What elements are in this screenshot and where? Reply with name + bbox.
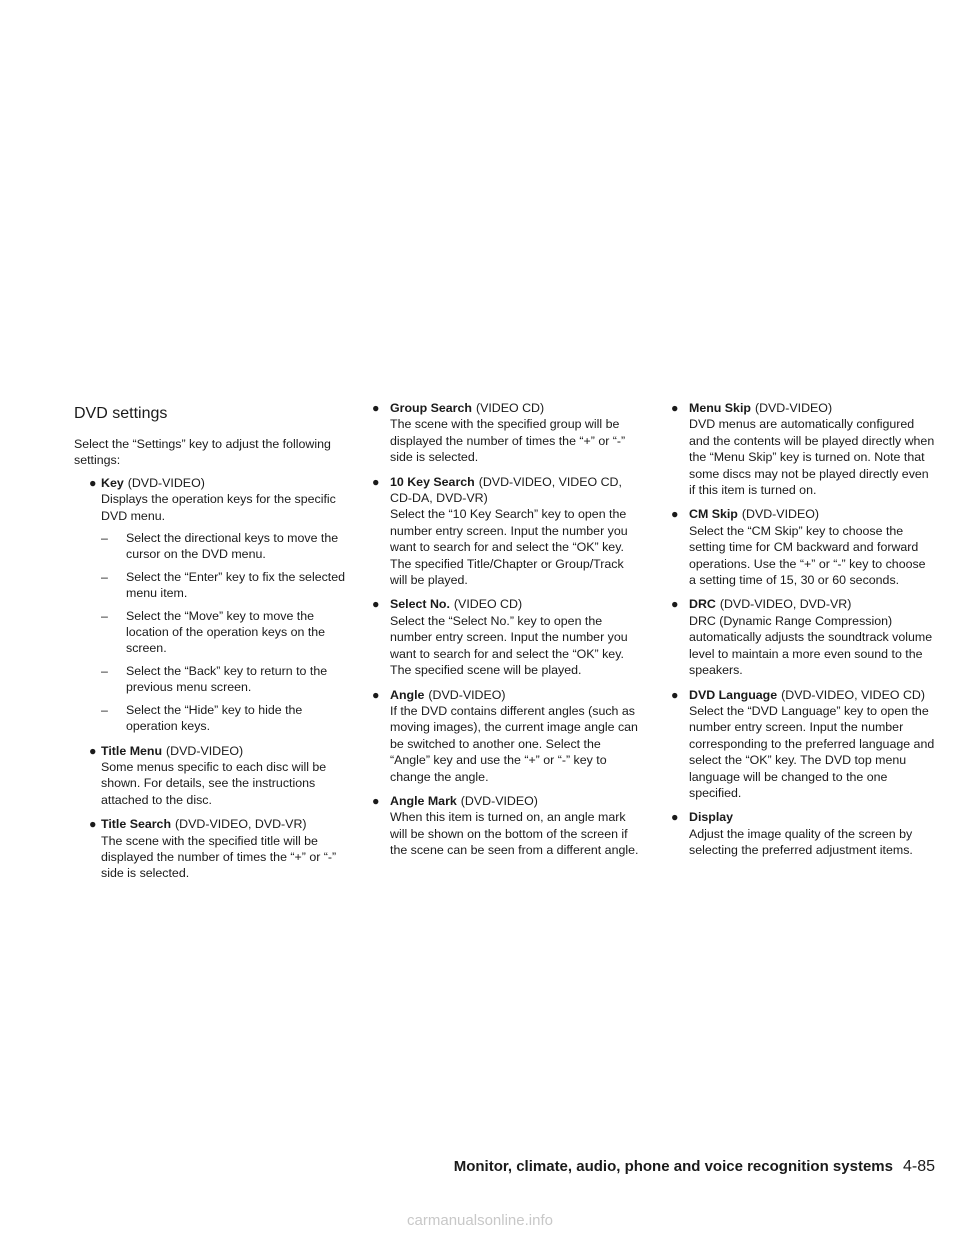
setting-term: Key <box>101 475 124 490</box>
setting-qualifier: (DVD-VIDEO, DVD-VR) <box>175 817 307 832</box>
setting-item-title-search <box>74 816 348 882</box>
setting-qualifier: (DVD-VIDEO) <box>460 793 538 808</box>
setting-term: Title Menu <box>101 743 163 758</box>
setting-description: The scene with the specified group will be displayed the number of times the “+” or “-” side is selected. <box>390 417 626 465</box>
setting-qualifier: (DVD-VIDEO) <box>428 687 506 702</box>
setting-term: 10 Key Search <box>390 474 475 489</box>
sub-item: – Select the “Back” key to return to the previous menu screen. <box>101 663 328 695</box>
setting-description: Select the “DVD Language” key to open the number entry screen. Input the number corresponding to the preferred language and select the “OK” key. The DVD top menu language will be changed to the one specified. <box>689 703 935 800</box>
setting-item-display <box>671 809 935 858</box>
setting-item-dvd-language <box>671 687 935 802</box>
column-3 <box>671 400 935 867</box>
dash-icon: – <box>101 569 108 584</box>
setting-qualifier: (DVD-VIDEO) <box>127 475 205 490</box>
setting-description: DVD menus are automatically configured and the contents will be played directly when the “Menu Skip” key is turned on. Note that some discs may not be played directly even if this item is turned on. <box>689 417 935 498</box>
bullet-icon: ● <box>671 810 679 825</box>
setting-qualifier: (DVD-VIDEO) <box>741 507 819 522</box>
setting-term: Angle Mark <box>390 793 457 808</box>
setting-item-angle <box>372 687 642 785</box>
dash-icon: – <box>101 663 108 678</box>
sub-item: – Select the directional keys to move the cursor on the DVD menu. <box>101 531 339 562</box>
bullet-icon: ● <box>89 475 97 490</box>
setting-term: Angle <box>390 687 425 702</box>
column-2 <box>372 400 642 867</box>
key-sub-list <box>101 530 348 734</box>
setting-item-drc <box>671 596 935 678</box>
setting-term: Menu Skip <box>689 401 751 415</box>
bullet-icon: ● <box>372 597 380 612</box>
section-title: DVD settings <box>74 405 168 422</box>
bullet-icon: ● <box>372 687 380 702</box>
column-1 <box>74 400 348 890</box>
setting-description: When this item is turned on, an angle mark will be shown on the bottom of the screen if the scene can be seen from a different angle. <box>390 810 639 858</box>
dash-icon: – <box>101 531 108 546</box>
setting-description: Select the “CM Skip” key to choose the setting time for CM backward and forward operations. Use the “+” or “-” key to choose a setting time of 15, 30 or 60 seconds. <box>689 523 926 588</box>
bullet-icon: ● <box>372 474 380 489</box>
bullet-icon: ● <box>671 507 679 522</box>
bullet-icon: ● <box>372 793 380 808</box>
chapter-title: Monitor, climate, audio, phone and voice recognition systems <box>453 1158 893 1175</box>
bullet-icon: ● <box>671 401 679 415</box>
dash-icon: – <box>101 608 108 623</box>
setting-description: DRC (Dynamic Range Compression) automatically adjusts the soundtrack volume level to maintain a more even sound to the speakers. <box>689 613 933 678</box>
bullet-icon: ● <box>671 597 679 612</box>
setting-term: DVD Language <box>689 687 778 702</box>
bullet-icon: ● <box>671 687 679 702</box>
setting-item-group-search <box>372 400 642 466</box>
setting-qualifier: (DVD-VIDEO, DVD-VR) <box>719 597 852 612</box>
dash-icon: – <box>101 702 108 717</box>
setting-item-select-no <box>372 596 642 678</box>
setting-description: Select the “Select No.” key to open the number entry screen. Input the number you want to search for and select the “OK” key. The specified scene will be played. <box>390 613 628 678</box>
setting-qualifier: (VIDEO CD) <box>475 401 545 415</box>
setting-term: Select No. <box>390 597 450 612</box>
setting-item-key <box>74 475 348 735</box>
setting-qualifier: (DVD-VIDEO) <box>166 743 244 758</box>
sub-item: – Select the “Move” key to move the location of the operation keys on the screen. <box>101 608 326 656</box>
setting-item-10-key-search <box>372 474 642 589</box>
bullet-icon: ● <box>372 401 380 415</box>
setting-item-cm-skip <box>671 506 935 588</box>
setting-term: Group Search <box>390 401 472 415</box>
page-footer <box>454 1158 935 1176</box>
setting-qualifier: (VIDEO CD) <box>453 597 523 612</box>
page-number: 4-85 <box>902 1158 935 1175</box>
setting-description: If the DVD contains different angles (such as moving images), the current image angle can be switched to another one. Select the “Angle” key and use the “+” or “-” key to change the angle. <box>390 703 638 784</box>
setting-description: Displays the operation keys for the specific DVD menu. <box>101 492 336 523</box>
setting-description: Select the “10 Key Search” key to open the number entry screen. Input the number you want to search for and select the “OK” key. The specified Title/Chapter or Group/Track will be played. <box>390 507 628 588</box>
setting-item-angle-mark <box>372 793 642 859</box>
setting-item-title-menu <box>74 743 348 809</box>
setting-qualifier: (DVD-VIDEO, VIDEO CD) <box>781 687 926 702</box>
intro-text: Select the “Settings” key to adjust the following settings: <box>74 437 331 468</box>
bullet-icon: ● <box>89 743 97 758</box>
setting-qualifier: (DVD-VIDEO) <box>754 401 833 415</box>
setting-description: Adjust the image quality of the screen by selecting the preferred adjustment items. <box>689 826 913 858</box>
bullet-icon: ● <box>89 817 97 832</box>
setting-term: DRC <box>689 597 716 612</box>
setting-description: The scene with the specified title will be displayed the number of times the “+” or “-” side is selected. <box>101 833 337 881</box>
setting-qualifier: (DVD-VIDEO, VIDEO CD, CD-DA, DVD-VR) <box>390 474 622 506</box>
setting-item-menu-skip <box>671 400 935 498</box>
sub-item: – Select the “Hide” key to hide the operation keys. <box>101 702 303 734</box>
setting-term: Display <box>689 810 734 825</box>
sub-item: – Select the “Enter” key to fix the selected menu item. <box>101 569 346 601</box>
watermark: carmanualsonline.info <box>407 1212 553 1229</box>
setting-description: Some menus specific to each disc will be shown. For details, see the instructions attached to the disc. <box>101 759 327 807</box>
setting-term: CM Skip <box>689 507 738 522</box>
setting-term: Title Search <box>101 817 172 832</box>
